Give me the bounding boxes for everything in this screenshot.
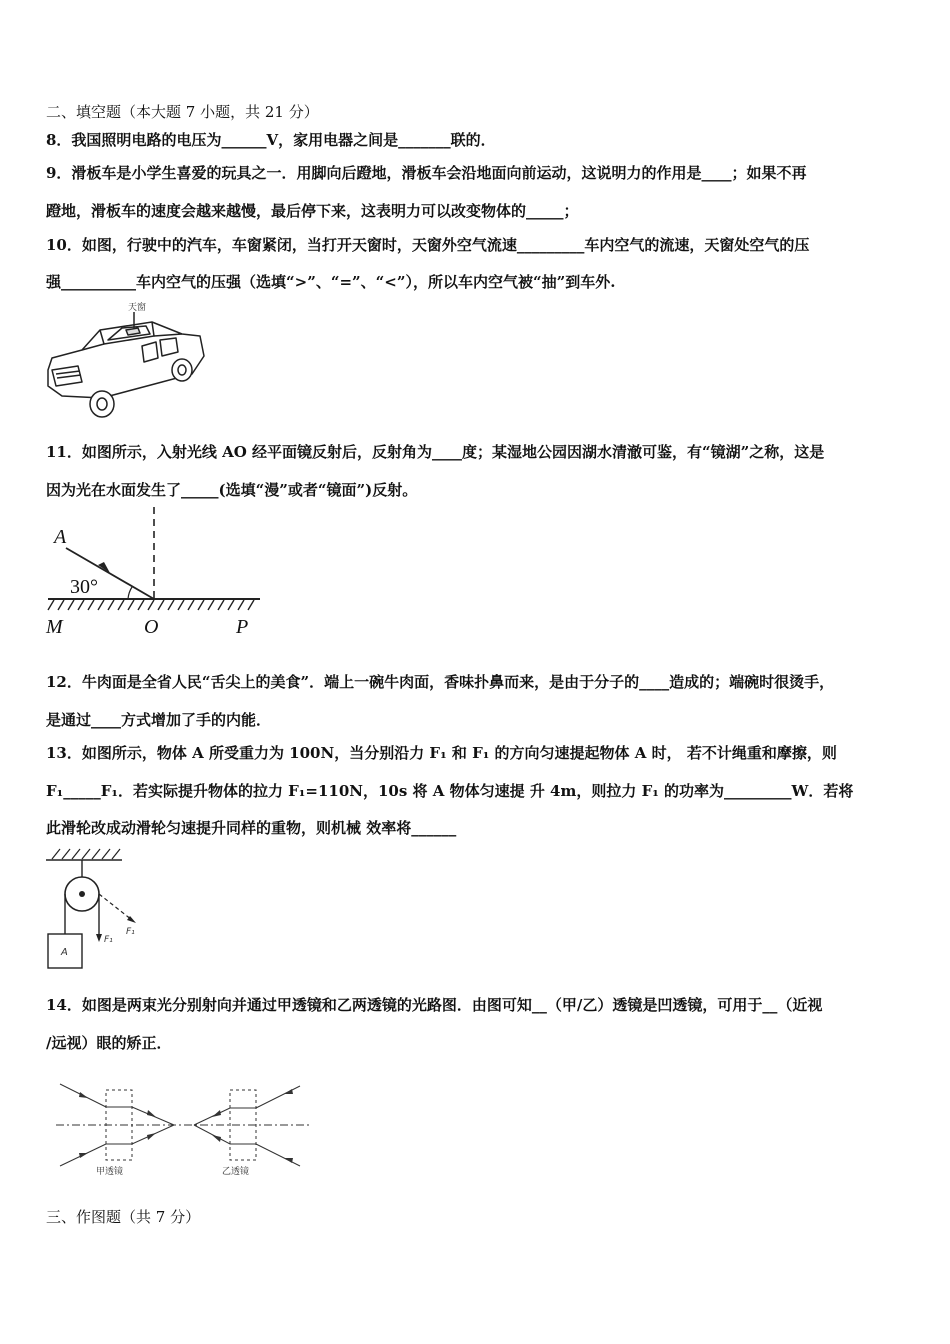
- section-2-heading: 二、填空题（本大题 7 小题，共 21 分）: [46, 103, 319, 121]
- question-12-line-2: 是通过____方式增加了手的内能．: [46, 711, 272, 729]
- question-12-line-1: 12．牛肉面是全省人民“舌尖上的美食”．端上一碗牛肉面，香味扑鼻而来，是由于分子的____造成的；端碗时很烫手，: [46, 673, 835, 691]
- question-13-line-3: 此滑轮改成动滑轮匀速提升同样的重物，则机械 效率将______: [46, 819, 457, 837]
- mirror-reflection-figure: [44, 505, 264, 640]
- lens-2-label: 乙透镜: [222, 1167, 250, 1177]
- sunroof-label: 天窗: [128, 303, 147, 313]
- question-10-line-2: 强__________车内空气的压强（选填“>”、“=”、“<”），所以车内空气被“抽”到车外.: [46, 273, 616, 291]
- question-14-line-2: /远视）眼的矫正．: [46, 1034, 172, 1052]
- question-14-line-1: 14．如图是两束光分别射向并通过甲透镜和乙两透镜的光路图．由图可知__（甲/乙）透镜是凹透镜，可用于__（近视: [46, 996, 823, 1014]
- lens-1-label: 甲透镜: [96, 1167, 124, 1177]
- question-11-line-1: 11．如图所示，入射光线 AO 经平面镜反射后，反射角为____度；某湿地公园因湖水清澈可鉴，有“镜湖”之称，这是: [46, 443, 825, 461]
- question-11-line-2: 因为光在水面发生了_____(选填“漫”或者“镜面”)反射。: [46, 481, 418, 499]
- section-3-heading: 三、作图题（共 7 分）: [46, 1208, 201, 1226]
- question-9-line-2: 蹬地，滑板车的速度会越来越慢，最后停下来，这表明力可以改变物体的_____；: [46, 202, 579, 220]
- question-13-line-1: 13．如图所示，物体 A 所受重力为 100N，当分别沿力 F₁ 和 F₁ 的方向匀速提起物体 A 时， 若不计绳重和摩擦，则: [46, 744, 837, 762]
- question-8: 8．我国照明电路的电压为______V，家用电器之间是_______联的．: [46, 131, 496, 149]
- pulley-figure: [42, 846, 152, 974]
- point-o-label: O: [144, 616, 159, 638]
- point-m-label: M: [46, 616, 63, 638]
- force-f1-angled-label: F₁: [126, 927, 135, 937]
- lens-figure: [52, 1074, 314, 1182]
- point-p-label: P: [236, 616, 249, 638]
- point-a-label: A: [54, 526, 67, 548]
- block-a-label: A: [61, 947, 68, 958]
- question-10-line-1: 10．如图，行驶中的汽车，车窗紧闭，当打开天窗时，天窗外空气流速_________车内空气的流速，天窗处空气的压: [46, 236, 810, 254]
- force-f1-down-label: F₁: [104, 935, 113, 945]
- car-sunroof-figure: [42, 300, 212, 422]
- question-9-line-1: 9．滑板车是小学生喜爱的玩具之一．用脚向后蹬地，滑板车会沿地面向前运动，这说明力的作用是____；如果不再: [46, 164, 807, 182]
- question-13-line-2: F₁_____F₁．若实际提升物体的拉力 F₁=110N，10s 将 A 物体匀速提 升 4m，则拉力 F₁ 的功率为_________W．若将: [46, 782, 854, 800]
- angle-label: 30°: [70, 576, 98, 598]
